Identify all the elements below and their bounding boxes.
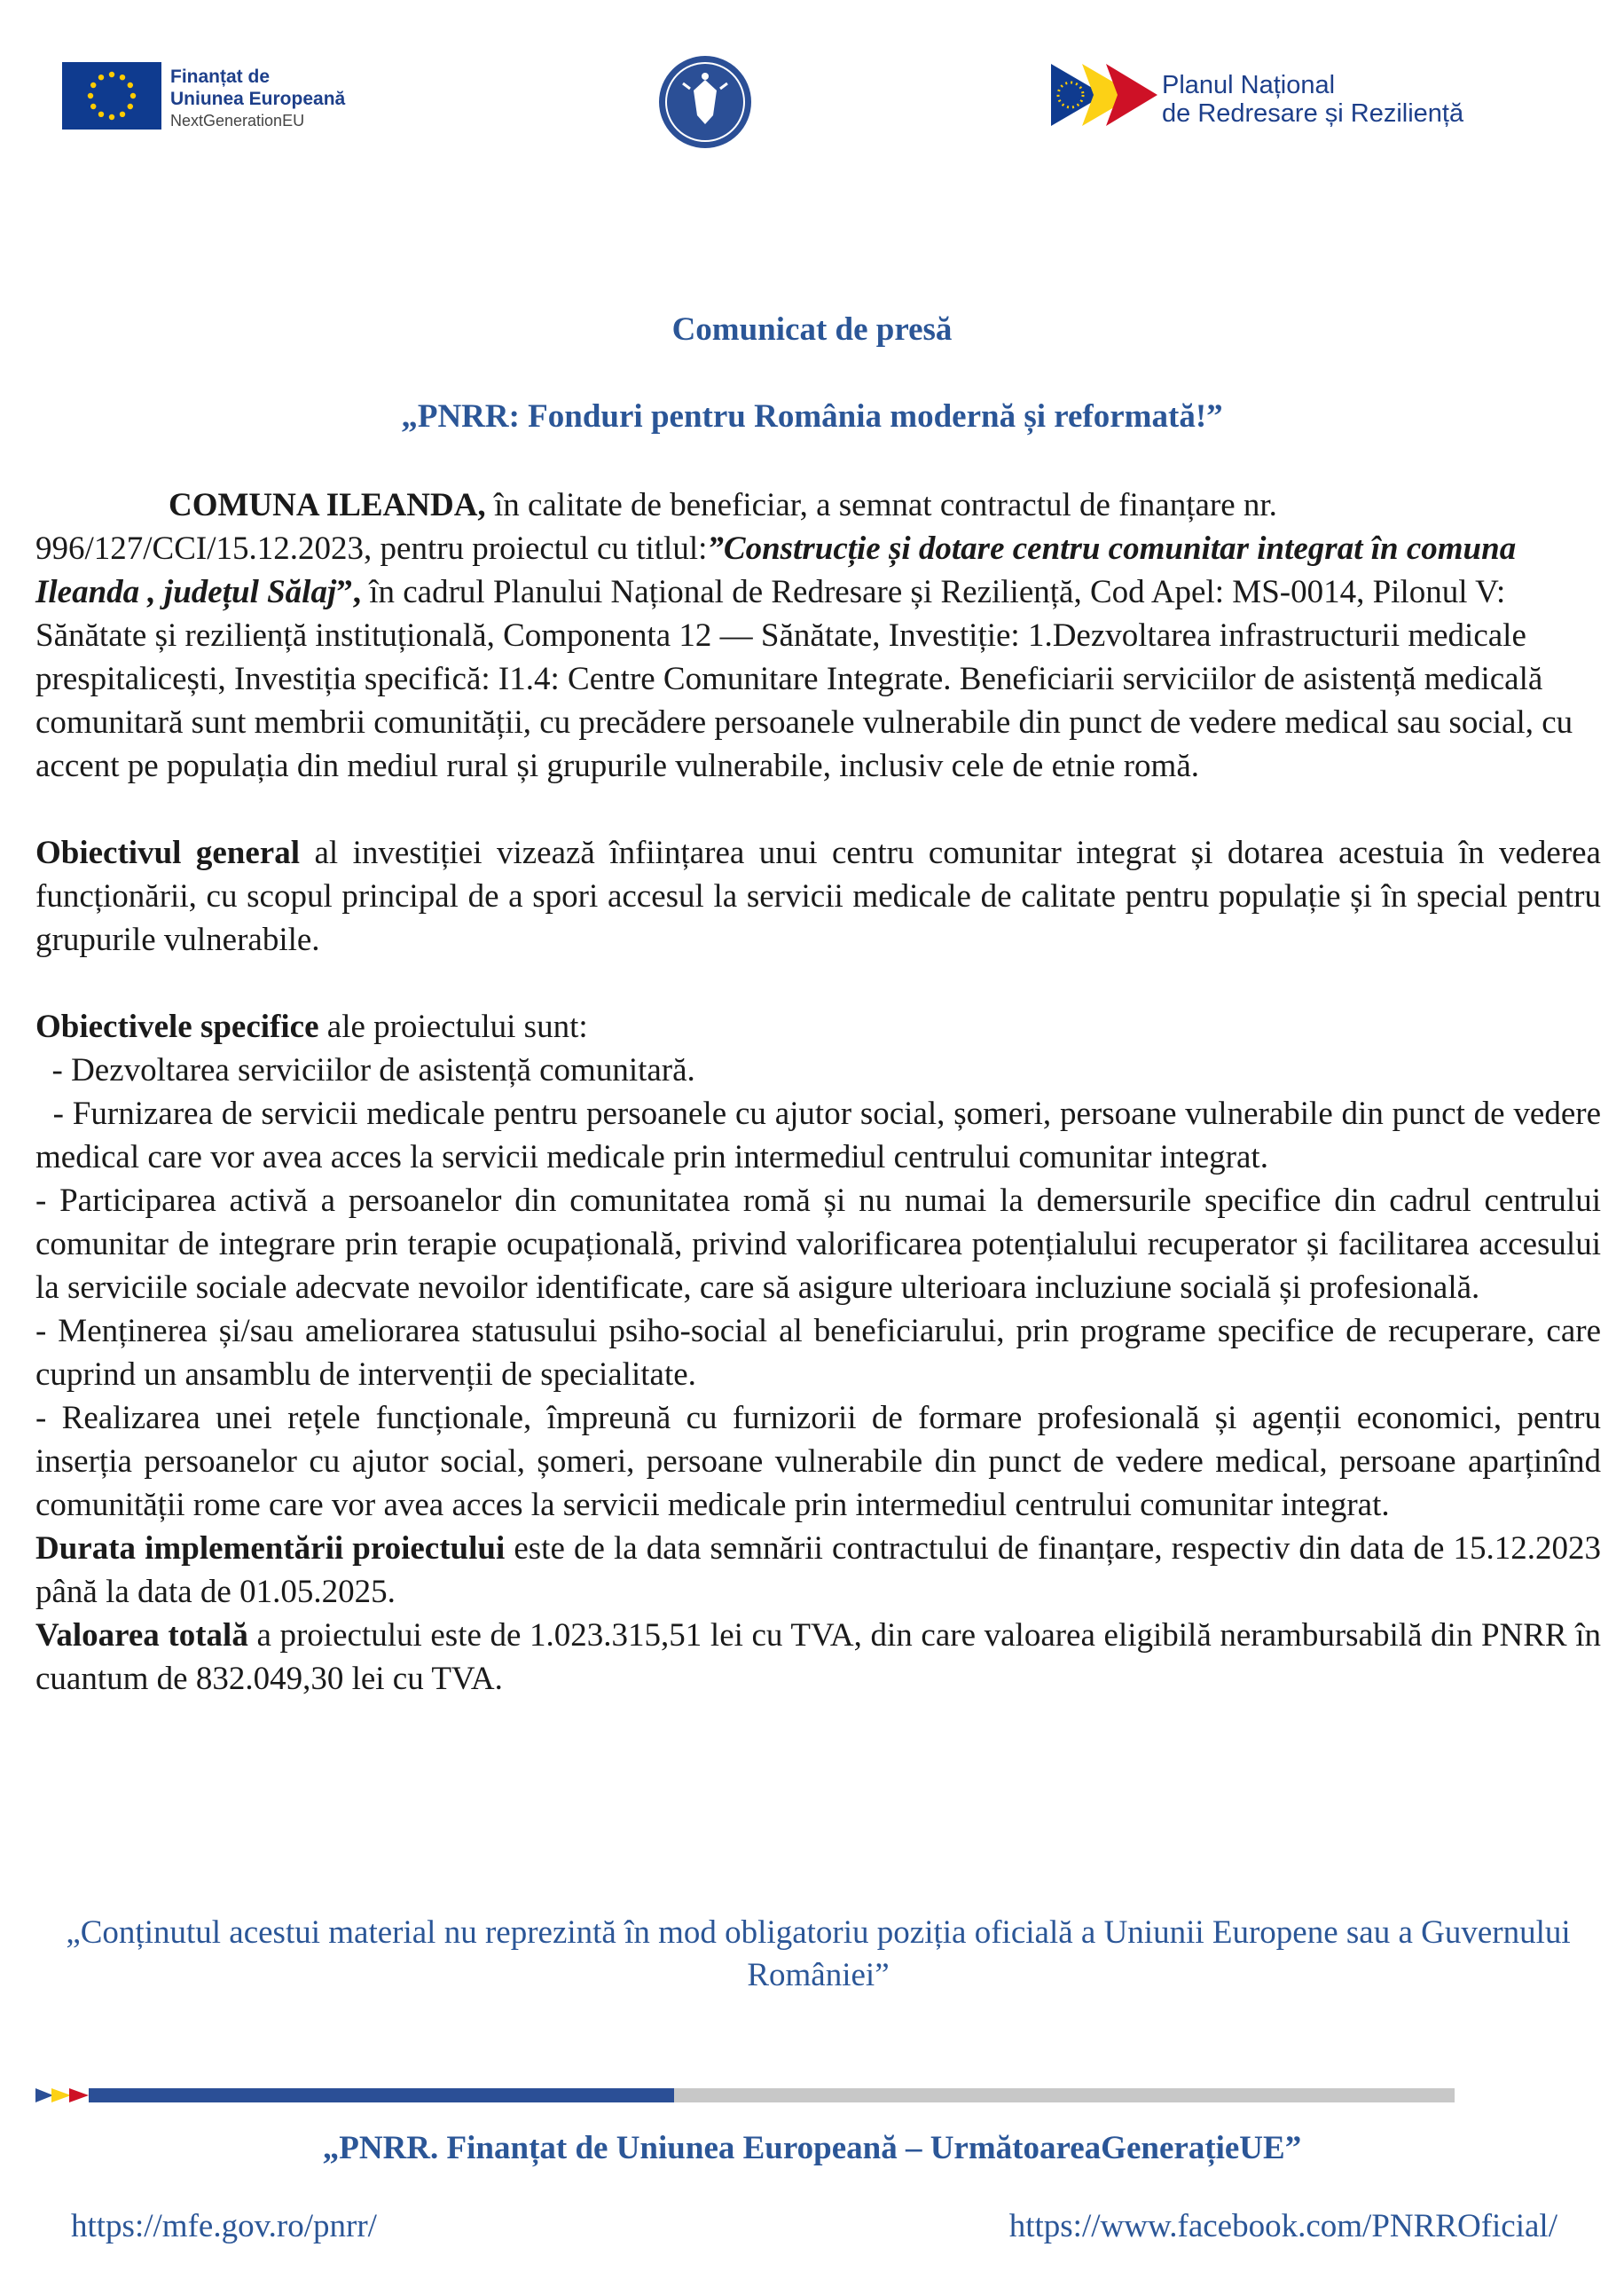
page-title: Comunicat de presă [671, 311, 953, 348]
eu-funding-logo [62, 62, 381, 142]
duration-paragraph [35, 1527, 1601, 1614]
mfe-link[interactable]: https://mfe.gov.ro/pnrr/ [71, 2208, 377, 2244]
header-logos [0, 53, 1624, 151]
specific-objective-item: - Participarea activă a persoanelor din comunitatea romă și nu numai la demersurile specifice din cadrul centrului comunitar de integrare prin terapie ocupațională, privind valorificarea potențialului recuperator și facilitarea accesului la serviciile sociale adecvate nevoilor identificate, care să asigure ulterioara incluziune socială și profesională. [35, 1183, 1601, 1306]
specific-objective-item: - Furnizarea de servicii medicale pentru persoanele cu ajutor social, șomeri, persoane vulnerabile din punct de vedere medical care vor avea acces la servicii medicale prin intermediul centrului comunitar integrat. [35, 1096, 1610, 1175]
eu-star [98, 112, 104, 117]
value-text: a proiectului este de 1.023.315,51 lei cu TVA, din care valoarea eligibilă nerambursabilă din PNRR în cuantum de 832.049,30 lei cu TVA. [35, 1617, 1602, 1697]
value-label: Valoarea totală [35, 1617, 248, 1654]
eu-logo-line1: Finanțat de [170, 67, 271, 87]
specific-objectives-intro: ale proiectului sunt: [318, 1009, 588, 1045]
document-body [35, 483, 1610, 1701]
specific-objective-item: - Realizarea unei rețele funcționale, împreună cu furnizorii de formare profesională și agenții economici, pentru inserția persoanelor cu ajutor social, șomeri, persoane vulnerabile din punct de vedere medical, persoane aparținînd comunității rome care vor avea acces la servicii medicale prin intermediul centrului comunitar integrat. [35, 1400, 1601, 1523]
pnrr-logo-line2: de Redresare și Reziliență [1162, 99, 1464, 128]
pnrr-logo [1051, 62, 1512, 142]
eu-star [120, 75, 125, 80]
eu-star [109, 72, 114, 77]
eu-star [88, 93, 93, 98]
eu-star [90, 83, 96, 88]
duration-label: Durata implementării proiectului [35, 1530, 506, 1567]
eu-star [98, 75, 104, 80]
specific-objectives-label: Obiectivele specifice [35, 1009, 319, 1045]
page-subtitle: „PNRR: Fonduri pentru România modernă și reformată!” [401, 398, 1223, 435]
specific-objective-item: - Menținerea și/sau ameliorarea statusului psiho-social al beneficiarului, prin programe specifice de recuperare, care cuprind un ansamblu de intervenții de specialitate. [35, 1313, 1601, 1393]
footer-divider-bar [35, 2085, 1455, 2104]
project-title: ”Construcție și dotare centru comunitar integrat în comuna Ileanda , județul Sălaj [35, 530, 1517, 610]
specific-objective-item: - Dezvoltarea serviciilor de asistență comunitară. [35, 1052, 695, 1088]
intro-text-a: în calitate de beneficiar, a semnat contractul de finanțare nr. 996/127/CCI/15.12.2023, pentru proiectul cu titlul: [35, 487, 1277, 567]
eu-star [120, 112, 125, 117]
government-seal-icon [656, 53, 754, 151]
project-title-close: ”, [336, 574, 361, 610]
disclaimer: „Conținutul acestui material nu reprezintă în mod obligatoriu poziția oficială a Uniunii Europene sau a Guvernului României” [66, 1914, 1571, 1993]
eu-star [128, 104, 133, 109]
general-objective-text: al investiției vizează înființarea unui centru comunitar integrat și dotarea acestuia în vederea funcționării, cu scopul principal de a spori accesul la servicii medicale de calitate pentru populație și în special pentru grupurile vulnerabile. [35, 835, 1601, 958]
specific-objectives-heading [35, 1005, 1601, 1049]
eu-star [90, 104, 96, 109]
eu-star [130, 93, 136, 98]
eu-star [128, 83, 133, 88]
footer-slogan: „PNRR. Finanțat de Uniunea Europeană – UrmătoareaGenerațieUE” [322, 2130, 1302, 2166]
facebook-link[interactable]: https://www.facebook.com/PNRROficial/ [1008, 2208, 1557, 2244]
eu-logo-line2: Uniunea Europeană [170, 89, 346, 109]
general-objective-label: Obiectivul general [35, 835, 301, 871]
general-objective-paragraph [35, 831, 1601, 962]
eu-logo-text [170, 66, 345, 132]
eu-flag-icon [62, 62, 161, 130]
eu-logo-line3: NextGenerationEU [170, 112, 305, 130]
pnrr-logo-text [1162, 71, 1463, 128]
pnrr-arrows-icon [1051, 64, 1157, 126]
value-paragraph [35, 1614, 1601, 1701]
pnrr-logo-line1: Planul Național [1162, 71, 1336, 99]
intro-text-b: în cadrul Planului Național de Redresare și Reziliență, Cod Apel: MS-0014, Pilonul V: Sănătate și reziliență instituțională, Componenta 12 — Sănătate, Investiție: 1.Dezvoltarea infrastructurii medicale prespitalicești, Investiția specifică: I1.4: Centre Comunitare Integrate. Beneficiarii serviciilor de asistență medicală comunitară sunt membrii comunității, cu precădere persoanele vulnerabile din punct de vedere medical sau social, cu accent pe populația din mediul rural și grupurile vulnerabile, inclusiv cele de etnie romă. [35, 574, 1573, 784]
intro-paragraph [35, 483, 1601, 788]
beneficiary-name: COMUNA ILEANDA, [169, 487, 486, 523]
duration-text: este de la data semnării contractului de finanțare, respectiv din data de 15.12.2023 până la data de 01.05.2025. [35, 1530, 1601, 1610]
eu-star [109, 114, 114, 120]
